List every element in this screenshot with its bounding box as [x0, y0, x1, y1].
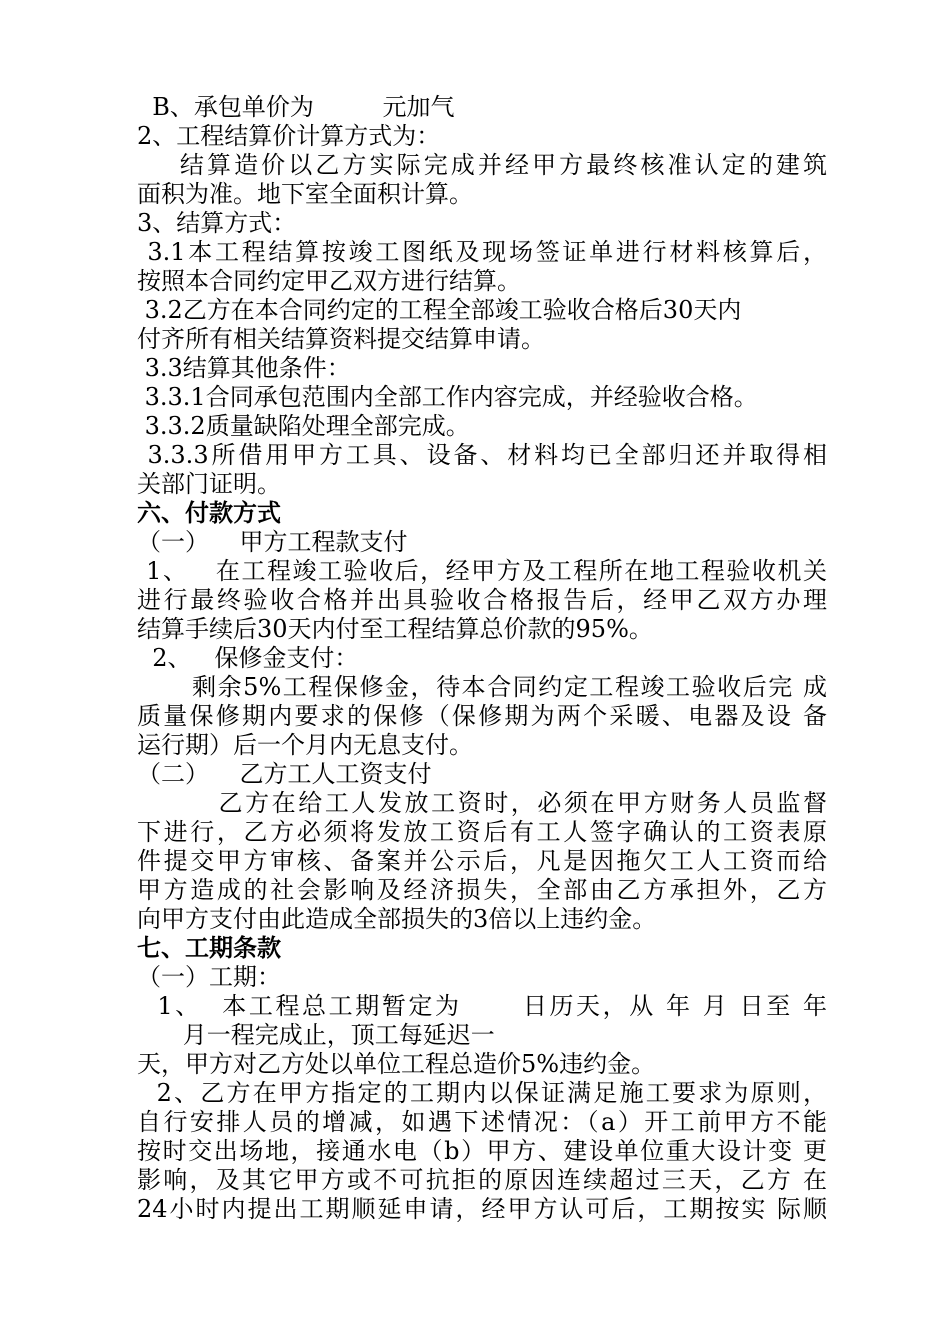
text-line: 面积为准。地下室全面积计算。 — [137, 180, 473, 208]
text-line: 3.2乙方在本合同约定的工程全部竣工验收合格后30天内 — [137, 296, 742, 324]
text-line: 件提交甲方审核、备案并公示后，凡是因拖欠工人工资而给 — [137, 847, 827, 875]
text-line: 按照本合同约定甲乙双方进行结算。 — [137, 267, 521, 295]
text-line: B、承包单价为 元加气 — [137, 93, 455, 121]
text-line: 结算手续后30天内付至工程结算总价款的95%。 — [137, 615, 653, 643]
text-line: 下进行，乙方必须将发放工资后有工人签字确认的工资表原 — [137, 818, 827, 846]
text-line: （二） 乙方工人工资支付 — [137, 760, 432, 788]
section-heading-payment: 六、付款方式 — [137, 499, 281, 527]
text-line: 3.3结算其他条件： — [137, 354, 351, 382]
text-line: 乙方在给工人发放工资时，必须在甲方财务人员监督 — [137, 789, 827, 817]
text-line: 3、结算方式： — [137, 209, 297, 237]
text-line: 3.3.3所借用甲方工具、设备、材料均已全部归还并取得相 — [137, 441, 827, 469]
text-line: 甲方造成的社会影响及经济损失，全部由乙方承担外，乙方 — [137, 876, 827, 904]
text-line: 质量保修期内要求的保修（保修期为两个采暖、电器及设 备 — [137, 702, 827, 730]
text-line: 关部门证明。 — [137, 470, 281, 498]
text-line: 天，甲方对乙方处以单位工程总造价5%违约金。 — [137, 1050, 656, 1078]
text-line: 24小时内提出工期顺延申请，经甲方认可后，工期按实 际顺 — [137, 1195, 827, 1223]
text-line: （一） 甲方工程款支付 — [137, 528, 408, 556]
text-line: 1、 在工程竣工验收后，经甲方及工程所在地工程验收机关 — [137, 557, 827, 585]
text-line: 付齐所有相关结算资料提交结算申请。 — [137, 325, 545, 353]
text-line: 剩余5%工程保修金，待本合同约定工程竣工验收后完 成 — [137, 673, 827, 701]
text-line: 自行安排人员的增减，如遇下述情况：（a）开工前甲方不能 — [137, 1108, 827, 1136]
text-line: （一）工期： — [137, 963, 281, 991]
text-line: 3.3.1合同承包范围内全部工作内容完成，并经验收合格。 — [137, 383, 758, 411]
text-line: 3.1本工程结算按竣工图纸及现场签证单进行材料核算后， — [137, 238, 827, 266]
text-line: 影响，及其它甲方或不可抗拒的原因连续超过三天，乙方 在 — [137, 1166, 827, 1194]
text-line: 1、 本工程总工期暂定为 日历天，从 年 月 日至 年 — [137, 992, 827, 1020]
text-line: 2、工程结算价计算方式为： — [137, 122, 441, 150]
text-line: 向甲方支付由此造成全部损失的3倍以上违约金。 — [137, 905, 657, 933]
text-line: 运行期）后一个月内无息支付。 — [137, 731, 473, 759]
text-line: 2、乙方在甲方指定的工期内以保证满足施工要求为原则， — [137, 1079, 827, 1107]
section-heading-schedule: 七、工期条款 — [137, 934, 281, 962]
text-line: 2、 保修金支付： — [137, 644, 359, 672]
text-line: 3.3.2质量缺陷处理全部完成。 — [137, 412, 470, 440]
text-line: 进行最终验收合格并出具验收合格报告后，经甲乙双方办理 — [137, 586, 827, 614]
text-line: 结算造价以乙方实际完成并经甲方最终核准认定的建筑 — [137, 151, 827, 179]
text-line: 月一程完成止，顶工每延迟一 — [137, 1021, 495, 1049]
text-line: 按时交出场地，接通水电（b）甲方、建设单位重大设计变 更 — [137, 1137, 827, 1165]
